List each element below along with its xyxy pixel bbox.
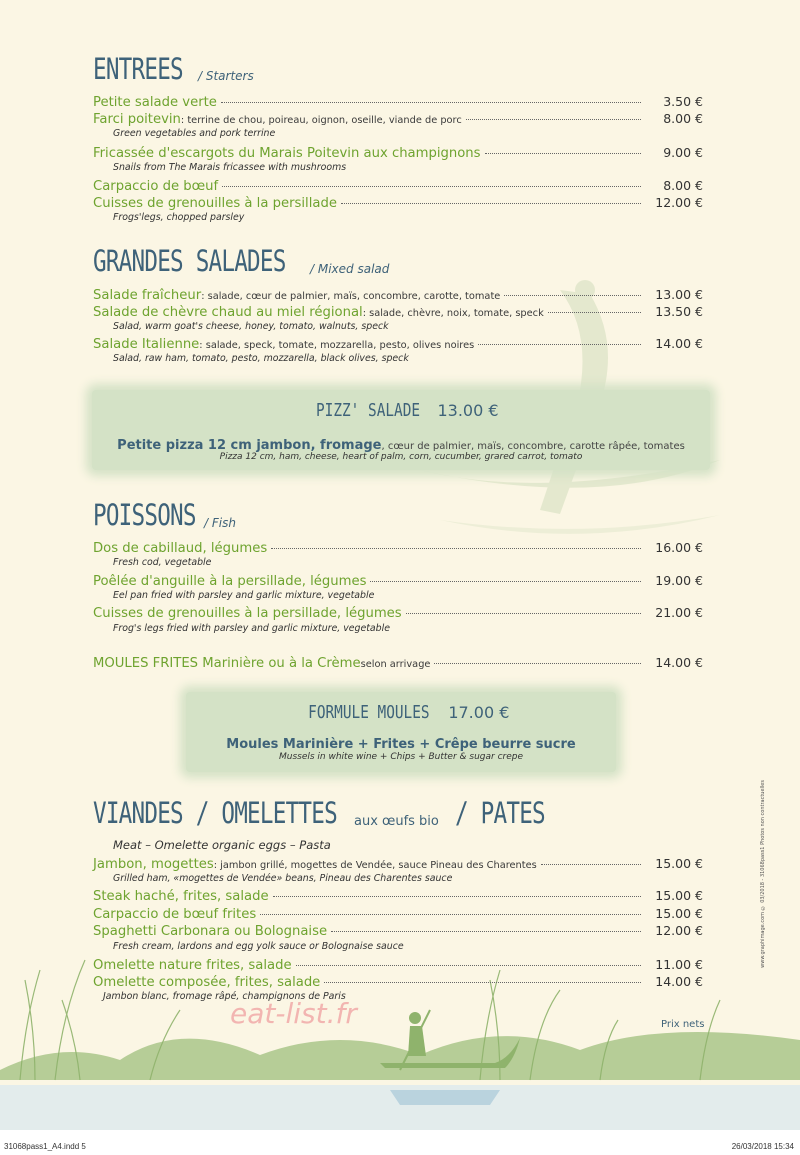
slug-date: 26/03/2018 15:34: [731, 1142, 794, 1151]
menu-item: Cuisses de grenouilles à la persillade 12.00 €: [93, 195, 703, 211]
slug-filename: 31068pass1_A4.indd 5: [4, 1142, 86, 1151]
pizz-salade-translation: Pizza 12 cm, ham, cheese, heart of palm, corn, cucumber, grared carrot, tomato: [219, 452, 583, 462]
menu-item: Fricassée d'escargots du Marais Poitevin aux champignons 9.00 €: [93, 145, 703, 161]
poissons-subtitle: / Fish: [204, 516, 236, 530]
viandes-subtitle: Meat – Omelette organic eggs – Pasta: [113, 838, 331, 852]
entrees-subtitle: / Starters: [198, 69, 254, 83]
print-slug: [0, 1130, 800, 1155]
item-translation: Eel pan fried with parsley and garlic mixture, vegetable: [113, 590, 375, 601]
menu-item: Cuisses de grenouilles à la persillade, légumes 21.00 €: [93, 605, 703, 621]
item-translation: Fresh cod, vegetable: [113, 557, 212, 568]
viandes-pates: / PATES: [455, 796, 545, 830]
formule-moules-price: 17.00 €: [448, 703, 510, 722]
item-translation: Fresh cream, lardons and egg yolk sauce or Bolognaise sauce: [113, 941, 404, 952]
item-translation: Jambon blanc, fromage râpé, champignons de Paris: [103, 991, 346, 1002]
pizz-salade-box: [92, 390, 710, 470]
menu-item: Omelette nature frites, salade 11.00 €: [93, 957, 703, 973]
item-translation: Frogs'legs, chopped parsley: [113, 212, 245, 223]
formule-moules-main: Moules Marinière + Frites + Crêpe beurre sucre: [226, 737, 576, 752]
menu-item: Dos de cabillaud, légumes 16.00 €: [93, 540, 703, 556]
formule-moules-title: FORMULE MOULES: [307, 702, 430, 723]
menu-item: Carpaccio de bœuf 8.00 €: [93, 178, 703, 194]
pizz-salade-rest: , cœur de palmier, maïs, concombre, carotte râpée, tomates: [381, 441, 685, 452]
menu-item: Farci poitevin : terrine de chou, poireau, oignon, oseille, viande de porc 8.00 €: [93, 111, 703, 127]
menu-item: Petite salade verte 3.50 €: [93, 94, 703, 110]
prix-nets: Prix nets: [661, 1019, 705, 1030]
menu-item: Salade fraîcheur : salade, cœur de palmier, maïs, concombre, carotte, tomate 13.00 €: [93, 287, 703, 303]
pizz-salade-title: PIZZ' SALADE: [316, 400, 421, 421]
poissons-heading: POISSONS: [93, 498, 196, 532]
menu-item: Poêlée d'anguille à la persillade, légumes 19.00 €: [93, 573, 703, 589]
side-credits: www.graphimage.com © 03/2018 - 31068pass1 Photos non contractuelles: [760, 780, 766, 968]
menu-item: Omelette composée, frites, salade 14.00 €: [93, 974, 703, 990]
formule-moules-translation: Mussels in white wine + Chips + Butter & sugar crepe: [278, 752, 524, 762]
salades-heading: GRANDES SALADES: [93, 244, 286, 278]
menu-item: Jambon, mogettes : jambon grillé, mogettes de Vendée, sauce Pineau des Charentes 15.00 €: [93, 856, 703, 872]
viandes-organic: aux œufs bio: [354, 814, 439, 829]
pizz-salade-main: Petite pizza 12 cm jambon, fromage: [117, 438, 382, 453]
menu-item: Steak haché, frites, salade 15.00 €: [93, 888, 703, 904]
menu-item: MOULES FRITES Marinière ou à la Crème selon arrivage 14.00 €: [93, 655, 703, 671]
watermark: eat-list.fr: [230, 997, 357, 1030]
item-translation: Green vegetables and pork terrine: [113, 128, 276, 139]
menu-item: Salade de chèvre chaud au miel régional : salade, chèvre, noix, tomate, speck 13.50 €: [93, 304, 703, 320]
menu-item: Salade Italienne : salade, speck, tomate, mozzarella, pesto, olives noires 14.00 €: [93, 336, 703, 352]
item-translation: Snails from The Marais fricassee with mushrooms: [113, 162, 347, 173]
item-translation: Salad, warm goat's cheese, honey, tomato, walnuts, speck: [113, 321, 389, 332]
pizz-salade-price: 13.00 €: [437, 401, 499, 420]
viandes-heading: VIANDES / OMELETTES: [93, 796, 337, 830]
item-translation: Grilled ham, «mogettes de Vendée» beans, Pineau des Charentes sauce: [113, 873, 453, 884]
formule-moules-box: [186, 692, 616, 772]
item-translation: Frog's legs fried with parsley and garlic mixture, vegetable: [113, 623, 391, 634]
item-translation: Salad, raw ham, tomato, pesto, mozzarella, black olives, speck: [113, 353, 409, 364]
entrees-heading: ENTREES: [93, 52, 183, 86]
salades-subtitle: / Mixed salad: [310, 262, 390, 276]
menu-item: Spaghetti Carbonara ou Bolognaise 12.00 €: [93, 923, 703, 939]
menu-item: Carpaccio de bœuf frites 15.00 €: [93, 906, 703, 922]
